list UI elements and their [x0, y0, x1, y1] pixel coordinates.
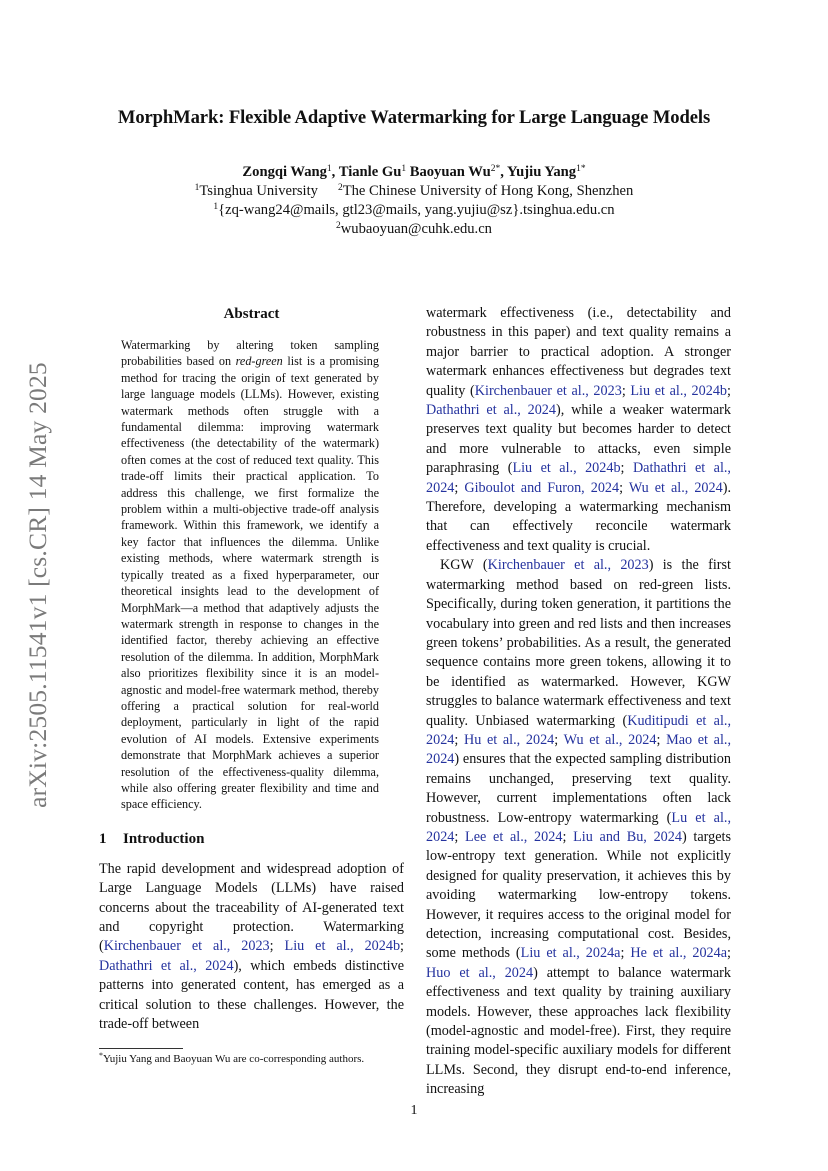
citation-link[interactable]: Lee et al., 2024: [465, 828, 563, 845]
citation-link[interactable]: Wu et al., 2024: [563, 731, 657, 748]
footnote-text: Yujiu Yang and Baoyuan Wu are co-corresponding authors.: [103, 1053, 365, 1065]
author-name: Baoyuan Wu: [409, 164, 491, 180]
author-name: Tianle Gu: [338, 164, 402, 180]
citation-link[interactable]: Kirchenbauer et al., 2023: [487, 557, 649, 574]
abstract-heading: Abstract: [223, 306, 280, 322]
citation-link[interactable]: Liu and Bu, 2024: [573, 828, 682, 845]
citation-link[interactable]: Liu et al., 2024b: [512, 460, 621, 477]
paragraph: The rapid development and widespread adoption of Large Language Models (LLMs) have raised concerns about the traceability of AI-generated text and copyright protection. Watermarking (Kirchenbauer et al., 2023; Liu et al., 2024b; Dathathri et al., 2024), which embeds distinctive patterns into generated content, has emerged as a critical solution to these challenges. However, the trade-off between: [99, 860, 405, 1033]
paper-title: MorphMark: Flexible Adaptive Watermarking for Large Language Models: [117, 107, 711, 128]
citation-link[interactable]: Huo et al., 2024: [426, 964, 534, 981]
abstract-text: Watermarking by altering token sampling probabilities based on red-green list is a promising method for tracing the origin of text generated by large language models (LLMs). However, existing watermark methods often struggle with a fundamental dilemma: improving watermark effectiveness (the detectability of the watermark) often comes at the cost of reduced text quality. This trade-off limits their practical application. To address this challenge, we first formalize the problem within a multi-objective trade-off analysis framework. Within this framework, we identify a key factor that influences the dilemma. Unlike existing methods, where watermark strength is typically treated as a fixed hyperparameter, our theoretical insights lead to the development of MorphMark—a method that adaptively adjusts the watermark strength in response to changes in the identified factor, thereby achieving an effective resolution of the dilemma. In addition, MorphMark also prioritizes flexibility since it is an model-agnostic and model-free watermark method, thereby offering a practical solution for real-world deployment, particularly in light of the rapid evolution of AI models. Extensive experiments demonstrate that MorphMark achieves a superior resolution of the effectiveness-quality dilemma, while also offering greater flexibility and time and space efficiency.: [121, 338, 379, 812]
citation-link[interactable]: Wu et al., 2024: [628, 479, 723, 496]
affiliations: $^1$Tsinghua University $^2$The Chinese University of Hong Kong, Shenzhen: [194, 183, 634, 199]
citation-link[interactable]: Mao et al., 2024: [426, 731, 731, 768]
author-name: Yujiu Yang: [506, 164, 577, 180]
citation-link[interactable]: He et al., 2024a: [630, 945, 728, 962]
left-column: [99, 306, 404, 1034]
citation-link[interactable]: Hu et al., 2024: [463, 731, 555, 748]
email-line: $^2$wubaoyuan@cuhk.edu.cn: [336, 221, 492, 237]
citation-link[interactable]: Kuditipudi et al., 2024: [426, 712, 731, 748]
author-block: [0, 163, 828, 239]
citation-link[interactable]: Lu et al., 2024: [426, 809, 731, 845]
author-names: Zongqi Wang$^1$, Tianle Gu$^1$ Baoyuan $Wu^{2*}$, Yujiu Yang$^{1*}$: [242, 164, 586, 180]
footnote-rule: [99, 1048, 183, 1049]
right-column: [426, 304, 731, 1100]
arxiv-id-text: arXiv:2505.11541v1 [cs.CR] 14 May 2025: [23, 362, 52, 808]
citation-link[interactable]: Dathathri et al., 2024: [426, 402, 556, 419]
paragraph: watermark effectiveness (i.e., detectability and robustness in this paper) and text quality remains a major barrier to practical adoption. A stronger watermark enhances effectiveness but degrades text quality (Kirchenbauer et al., 2023; Liu et al., 2024b; Dathathri et al., 2024), while a weaker watermark preserves text quality but becomes harder to detect and more vulnerable to attacks, even simple paraphrasing (Liu et al., 2024b; Dathathri et al., 2024; Giboulot and Furon, 2024; Wu et al., 2024). Therefore, developing a watermarking mechanism that can effectively reconcile watermark effectiveness and text quality is crucial.: [426, 305, 731, 554]
citation-link[interactable]: Kirchenbauer et al., 2023: [103, 938, 270, 955]
page-number: 1: [410, 1103, 418, 1118]
emphasis-text: red-green: [235, 354, 283, 369]
citation-link[interactable]: Liu et al., 2024b: [284, 938, 401, 955]
section-title: Introduction: [123, 830, 205, 847]
email: wubaoyuan@cuhk.edu.cn: [340, 221, 492, 237]
citation-link[interactable]: Liu et al., 2024b: [630, 382, 728, 399]
arxiv-sidebar-stamp: [18, 340, 58, 830]
citation-link[interactable]: Liu et al., 2024a: [520, 945, 621, 962]
affiliation: The Chinese University of Hong Kong, Shenzhen: [342, 183, 634, 199]
email-line: $^1${zq-wang24@mails, gtl23@mails, yang.yujiu@sz}.tsinghua.edu.cn: [213, 202, 615, 218]
footnote-mark: *: [99, 1051, 103, 1060]
email: {zq-wang24@mails, gtl23@mails, yang.yujiu@sz}.tsinghua.edu.cn: [218, 202, 615, 218]
citation-link[interactable]: Giboulot and Furon, 2024: [464, 479, 620, 496]
affiliation: Tsinghua University: [199, 183, 318, 199]
citation-link[interactable]: Dathathri et al., 2024: [99, 957, 234, 974]
citation-link[interactable]: Kirchenbauer et al., 2023: [474, 382, 622, 399]
citation-link[interactable]: Dathathri et al., 2024: [426, 460, 731, 496]
paragraph: KGW (Kirchenbauer et al., 2023) is the first watermarking method based on red-green lists. Specifically, during token generation, it partitions the vocabulary into green and red lists and then increases green tokens’ probabilities. As a result, the generated sequence contains more green tokens, allowing it to be identified as watermarked. However, KGW struggles to balance watermark effectiveness and text quality. Unbiased watermarking (Kuditipudi et al., 2024; Hu et al., 2024; Wu et al., 2024; Mao et al., 2024) ensures that the expected sampling distribution remains unchanged, preserving text quality. However, current implementations often lack robustness. Low-entropy watermarking (Lu et al., 2024; Lee et al., 2024; Liu and Bu, 2024) targets low-entropy text generation. While not explicitly designed for quality preservation, it achieves this by avoiding watermarking low-entropy tokens. However, it requires access to the original model for detection, increasing computational cost. Besides, some methods (Liu et al., 2024a; He et al., 2024a; Huo et al., 2024) attempt to balance watermark effectiveness and text quality by training auxiliary models. However, these approaches lack flexibility (model-agnostic and model-free). First, they require training model-specific auxiliary models for different LLMs. Second, they disrupt end-to-end inference, increasing: [426, 557, 731, 1098]
author-name: Zongqi Wang: [242, 164, 327, 180]
section-heading: [99, 831, 404, 848]
footnote: [99, 1048, 404, 1067]
section-number: 1: [99, 830, 107, 847]
